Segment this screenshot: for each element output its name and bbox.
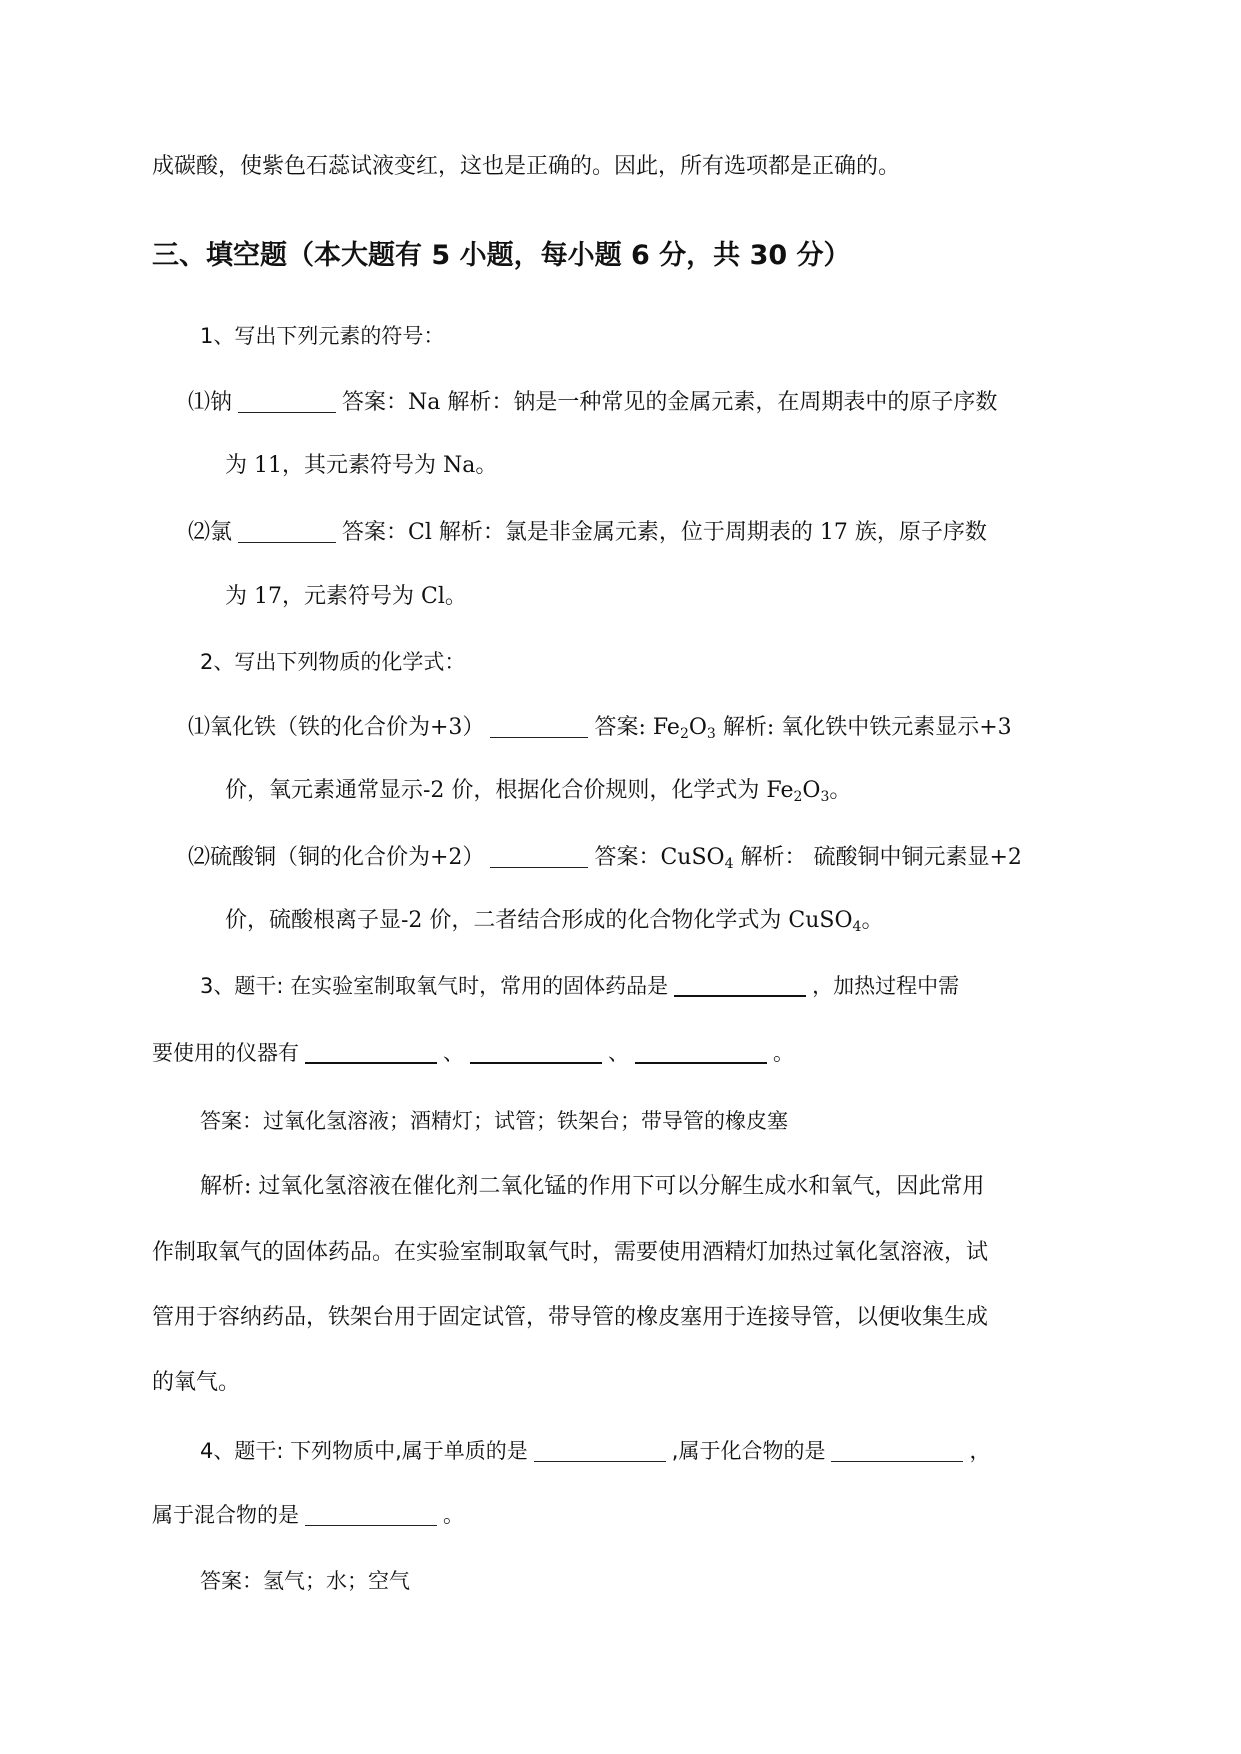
q2-part2-ans-prefix: 答案：CuSO — [594, 845, 725, 870]
q3-stem-2 — [152, 1038, 794, 1068]
q3-stem-a: 3、题干: 在实验室制取氧气时，常用的固体药品是 — [200, 974, 669, 998]
q3-analysis-2: 作制取氧气的固体药品。在实验室制取氧气时，需要使用酒精灯加热过氧化氢溶液，试 — [152, 1240, 989, 1265]
q2-part1-ans-prefix: 答案: Fe — [594, 715, 680, 740]
answer-blank[interactable] — [470, 1040, 602, 1064]
separator: 、 — [443, 1041, 464, 1065]
q2-part1-cont — [225, 776, 851, 806]
answer-blank[interactable] — [674, 973, 806, 997]
q3-stem2-a: 要使用的仪器有 — [152, 1041, 299, 1065]
q4-stem-a: 4、题干: 下列物质中,属于单质的是 — [200, 1439, 528, 1463]
answer-blank[interactable] — [490, 845, 588, 868]
q3-stem2-end: 。 — [773, 1041, 794, 1065]
q2-part1-cont-mid: O — [802, 778, 821, 803]
q1-part2-text: 答案：Cl 解析：氯是非金属元素，位于周期表的 17 族，原子序数 — [342, 520, 987, 545]
q2-part2-cont-prefix: 价，硫酸根离子显-2 价，二者结合形成的化合物化学式为 CuSO — [225, 908, 853, 933]
q2-part1-ans-mid: O — [688, 715, 707, 740]
q2-part2 — [188, 843, 1022, 873]
q3-analysis-3: 管用于容纳药品，铁架台用于固定试管，带导管的橡皮塞用于连接导管，以便收集生成 — [152, 1305, 989, 1330]
q1-part1 — [188, 388, 997, 418]
q2-stem: 2、写出下列物质的化学式： — [200, 650, 466, 674]
q2-part2-label: ⑵硫酸铜（铜的化合价为+2） — [188, 845, 485, 870]
answer-blank[interactable] — [305, 1040, 437, 1064]
intro-line: 成碳酸，使紫色石蕊试液变红，这也是正确的。因此，所有选项都是正确的。 — [152, 154, 901, 179]
subscript: 4 — [852, 919, 862, 935]
q2-part1-cont-end: 。 — [829, 778, 852, 803]
answer-blank[interactable] — [831, 1439, 963, 1462]
q4-stem-c: ， — [969, 1439, 991, 1463]
q3-answer: 答案：过氧化氢溶液；酒精灯；试管；铁架台；带导管的橡皮塞 — [200, 1109, 788, 1133]
q1-stem: 1、写出下列元素的符号： — [200, 324, 445, 348]
section-title: 三、填空题（本大题有 5 小题，每小题 6 分，共 30 分） — [152, 240, 851, 271]
q1-part1-label: ⑴钠 — [188, 390, 233, 415]
subscript: 3 — [820, 789, 830, 805]
q1-part2 — [188, 518, 987, 548]
answer-blank[interactable] — [238, 520, 336, 543]
q4-stem — [200, 1436, 990, 1466]
q4-stem2-end: 。 — [443, 1503, 464, 1527]
q1-part2-label: ⑵氯 — [188, 520, 233, 545]
q2-part2-cont — [225, 906, 883, 936]
q1-part1-cont: 为 11，其元素符号为 Na。 — [225, 453, 498, 478]
q4-stem-2 — [152, 1500, 464, 1530]
q2-part1 — [188, 713, 1012, 743]
subscript: 3 — [706, 726, 716, 742]
q3-stem — [200, 971, 959, 1001]
answer-blank[interactable] — [635, 1040, 767, 1064]
q2-part1-rest: 解析: 氧化铁中铁元素显示+3 — [715, 715, 1012, 740]
q3-analysis-1: 解析: 过氧化氢溶液在催化剂二氧化锰的作用下可以分解生成水和氧气，因此常用 — [200, 1174, 985, 1199]
answer-blank[interactable] — [490, 715, 588, 738]
subscript: 2 — [793, 789, 803, 805]
q3-stem-b: ，加热过程中需 — [812, 974, 960, 998]
answer-blank[interactable] — [238, 390, 336, 413]
q2-part1-label: ⑴氧化铁（铁的化合价为+3） — [188, 715, 485, 740]
q2-part2-cont-end: 。 — [861, 908, 884, 933]
subscript: 2 — [679, 726, 689, 742]
q4-stem2-a: 属于混合物的是 — [152, 1503, 299, 1527]
q3-analysis-4: 的氧气。 — [152, 1370, 241, 1395]
q1-part2-cont: 为 17，元素符号为 Cl。 — [225, 584, 467, 609]
answer-blank[interactable] — [305, 1503, 437, 1526]
separator: 、 — [608, 1041, 629, 1065]
subscript: 4 — [724, 856, 734, 872]
q4-answer: 答案：氢气；水；空气 — [200, 1569, 410, 1593]
q4-stem-b: ,属于化合物的是 — [671, 1439, 826, 1463]
answer-blank[interactable] — [534, 1439, 666, 1462]
q2-part2-rest: 解析： 硫酸铜中铜元素显+2 — [733, 845, 1022, 870]
q2-part1-cont-prefix: 价，氧元素通常显示-2 价，根据化合价规则，化学式为 Fe — [225, 778, 794, 803]
q1-part1-text: 答案：Na 解析：钠是一种常见的金属元素，在周期表中的原子序数 — [342, 390, 998, 415]
